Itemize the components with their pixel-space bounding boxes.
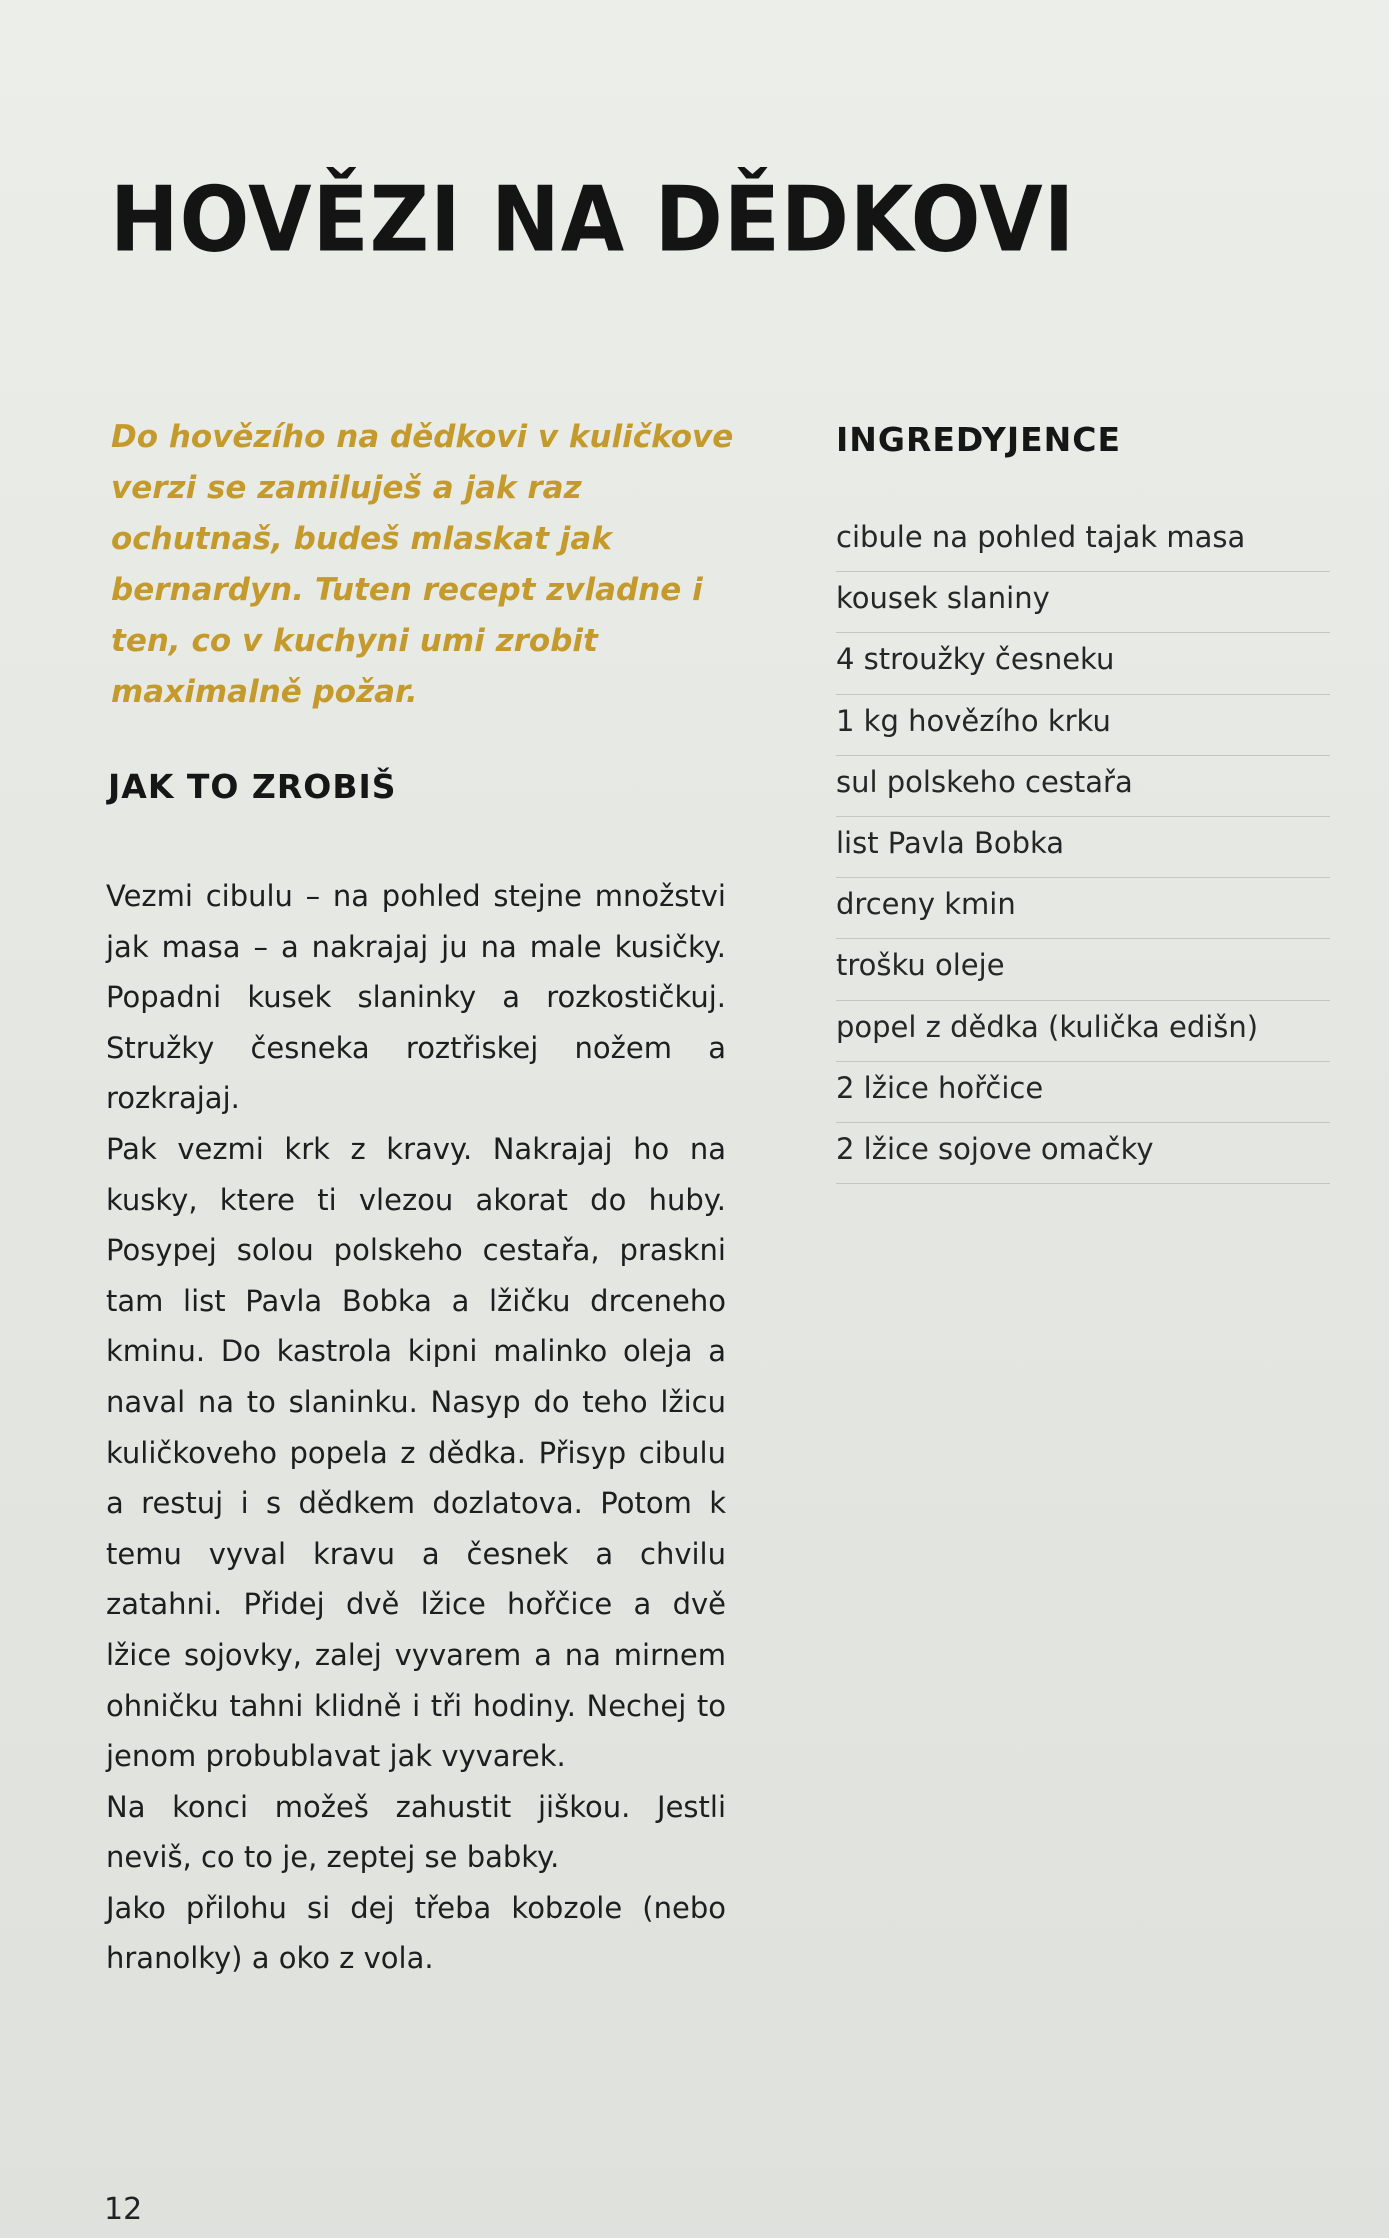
ingredient-item: drceny kmin bbox=[836, 878, 1330, 939]
method-paragraph: Vezmi cibulu – na pohled stejne množstvi jak masa – a nakrajaj ju na male kusičky. Popadni kusek slaninky a rozkostičkuj. Stružky česneka roztřiskej nožem a rozkrajaj. bbox=[106, 879, 726, 1116]
ingredient-item: sul polskeho cestařa bbox=[836, 756, 1330, 817]
intro-text: Do hovězího na dědkovi v kuličkove verzi se zamiluješ a jak raz ochutnaš, budeš mlaskat jak bernardyn. Tuten recept zvladne i ten, co v kuchyni umi zrobit maximalně požar. bbox=[111, 419, 734, 710]
method-paragraph: Jako přilohu si dej třeba kobzole (nebo hranolky) a oko z vola. bbox=[106, 1890, 726, 1976]
method-paragraph: Pak vezmi krk z kravy. Nakrajaj ho na kusky, ktere ti vlezou akorat do huby. Posypej solou polskeho cestařa, praskni tam list Pavla Bobka a lžičku drceneho kminu. Do kastrola kipni malinko oleja a naval na to slaninku. Nasyp do teho lžicu kuličkoveho popela z dědka. Přisyp cibulu a restuj i s dědkem dozlatova. Potom k temu vyval kravu a česnek a chvilu zatahni. Přidej dvě lžice hořčice a dvě lžice sojovky, zalej vyvarem a na mirnem ohničku tahni klidně i tři hodiny. Nechej to jenom probublavat jak vyvarek. bbox=[106, 1131, 726, 1774]
ingredient-item: 2 lžice sojove omačky bbox=[836, 1123, 1330, 1184]
ingredients-heading: INGREDYJENCE bbox=[836, 420, 1122, 459]
ingredient-item: 1 kg hovězího krku bbox=[836, 695, 1330, 756]
method-paragraph: Na konci možeš zahustit jiškou. Jestli neviš, co to je, zeptej se babky. bbox=[106, 1789, 726, 1875]
ingredient-item: cibule na pohled tajak masa bbox=[836, 511, 1330, 572]
method-heading: JAK TO ZROBIŠ bbox=[108, 767, 397, 806]
ingredient-item: popel z dědka (kulička edišn) bbox=[836, 1001, 1330, 1062]
page-title: HOVĚZI NA DĚDKOVI bbox=[110, 168, 1076, 273]
ingredient-item: trošku oleje bbox=[836, 939, 1330, 1000]
method-text bbox=[106, 871, 726, 1984]
ingredient-item: kousek slaniny bbox=[836, 572, 1330, 633]
ingredient-item: 2 lžice hořčice bbox=[836, 1062, 1330, 1123]
ingredient-item: 4 stroužky česneku bbox=[836, 633, 1330, 694]
ingredients-list bbox=[836, 511, 1330, 1184]
ingredient-item: list Pavla Bobka bbox=[836, 817, 1330, 878]
page-number: 12 bbox=[104, 2192, 143, 2227]
